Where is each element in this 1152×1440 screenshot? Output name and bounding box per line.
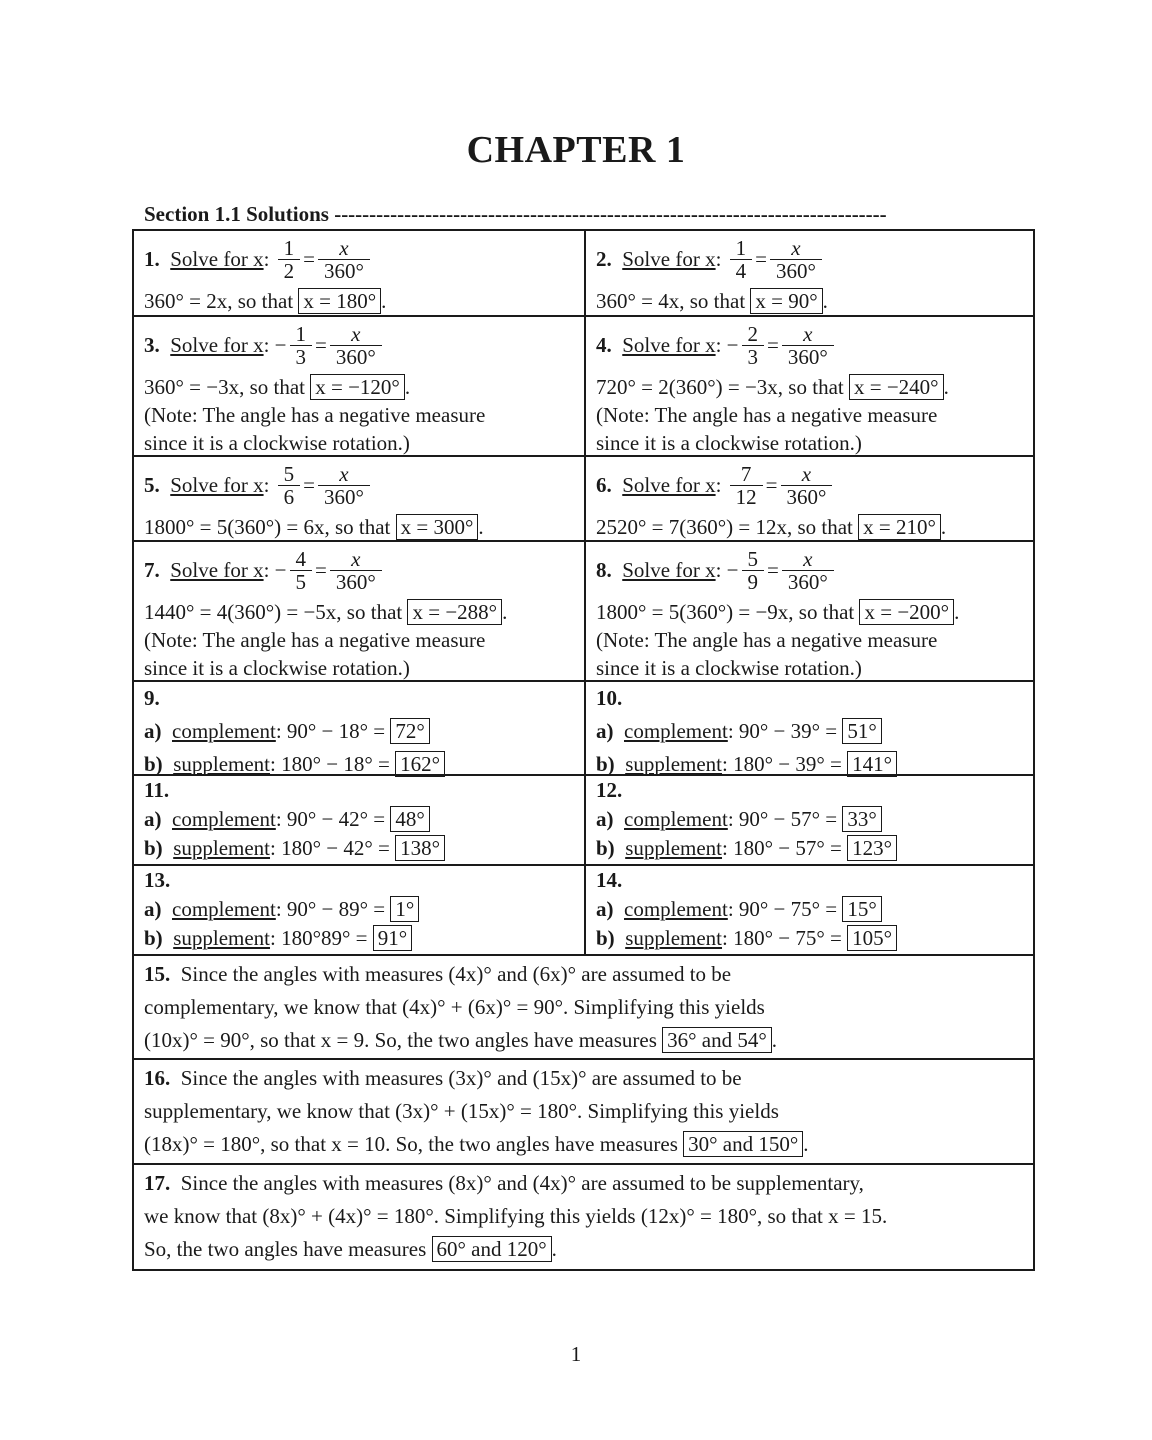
- row-divider: [134, 1058, 1033, 1060]
- answer-box: 33°: [842, 806, 881, 832]
- numerator: 7: [730, 463, 763, 486]
- supplement-label: supplement: [625, 926, 723, 950]
- note-line: since it is a clockwise rotation.): [144, 431, 410, 455]
- problem-number: 6.: [596, 472, 612, 497]
- numerator: x: [770, 237, 822, 260]
- numerator: 1: [278, 237, 301, 260]
- note-line: (Note: The angle has a negative measure: [144, 403, 486, 427]
- tail: .: [822, 289, 828, 313]
- solve-label: Solve for x: [622, 332, 716, 357]
- problem-10: [586, 682, 1035, 781]
- part-label: b): [144, 836, 163, 860]
- solutions-table: [132, 229, 1035, 1271]
- part-label: b): [596, 752, 615, 776]
- problem-number: 15.: [144, 962, 171, 986]
- denominator: 4: [735, 258, 747, 283]
- problem-number: 16.: [144, 1066, 171, 1090]
- solve-label: Solve for x: [622, 557, 716, 582]
- problem-15: [134, 958, 1033, 1057]
- sign: −: [726, 557, 739, 582]
- part-label: b): [596, 836, 615, 860]
- complement-label: complement: [172, 807, 276, 831]
- answer-box: x = −200°: [859, 599, 954, 625]
- expression: : 180° − 18° =: [270, 752, 396, 776]
- solution-line: (10x)° = 90°, so that x = 9. So, the two angles have measures: [144, 1028, 663, 1052]
- expression: : 180° − 42° =: [270, 836, 396, 860]
- problem-3: 3. Solve for x : − $\frac{1}{3}$ = $\frac{x}{360^\circ}$ 360° = −3x, so that x = −120° . (Note: The angle has a negative measure since it is a clockwise rotation.): [134, 317, 584, 457]
- problem-4: 4. Solve for x : − $\frac{2}{3}$ = $\frac{x}{360^\circ}$ 720° = 2(360°) = −3x, so that x = −240° . (Note: The angle has a negative measure since it is a clockwise rotation.): [586, 317, 1035, 457]
- problem-9: [134, 682, 584, 781]
- problem-number: 13.: [144, 868, 171, 892]
- tail: .: [381, 289, 387, 313]
- tail: .: [943, 375, 949, 399]
- answer-box: x = −288°: [407, 599, 502, 625]
- denominator: 360°: [335, 569, 376, 594]
- fraction-rhs: [770, 237, 822, 282]
- answer-box: 141°: [847, 751, 897, 777]
- denominator: 6: [283, 484, 295, 509]
- answer-box: x = −120°: [310, 374, 405, 400]
- answer-box: x = 180°: [298, 288, 381, 314]
- tail: .: [478, 515, 484, 539]
- problem-17: [134, 1167, 1033, 1266]
- solution-line: So, the two angles have measures: [144, 1237, 432, 1261]
- work-text: 1440° = 4(360°) = −5x, so that: [144, 600, 408, 624]
- fraction-lhs: [742, 548, 765, 593]
- work-text: 1800° = 5(360°) = 6x, so that: [144, 515, 396, 539]
- problem-7: 7. Solve for x : − $\frac{4}{5}$ = $\frac{x}{360^\circ}$ 1440° = 4(360°) = −5x, so that x = −288° . (Note: The angle has a negative measure since it is a clockwise rotation.): [134, 542, 584, 682]
- numerator: x: [782, 548, 834, 571]
- denominator: 9: [747, 569, 759, 594]
- work-text: 720° = 2(360°) = −3x, so that: [596, 375, 849, 399]
- fraction-lhs: [730, 237, 753, 282]
- fraction-lhs: [742, 323, 765, 368]
- solve-label: Solve for x: [170, 472, 264, 497]
- section-heading: Section 1.1 Solutions -------------------------------------------------------------------------------: [144, 202, 887, 226]
- numerator: x: [782, 323, 834, 346]
- denominator: 360°: [335, 344, 376, 369]
- problem-14: [586, 866, 1035, 953]
- answer-box: 36° and 54°: [662, 1027, 772, 1053]
- denominator: 2: [283, 258, 295, 283]
- problem-number: 1.: [144, 246, 160, 271]
- fraction-rhs: [318, 463, 370, 508]
- problem-number: 10.: [596, 686, 623, 710]
- problem-8: 8. Solve for x : − $\frac{5}{9}$ = $\frac{x}{360^\circ}$ 1800° = 5(360°) = −9x, so that x = −200° . (Note: The angle has a negative measure since it is a clockwise rotation.): [586, 542, 1035, 682]
- denominator: 360°: [787, 569, 828, 594]
- answer-box: 105°: [847, 925, 897, 951]
- answer-box: x = −240°: [849, 374, 944, 400]
- tail: .: [771, 1028, 778, 1052]
- fraction-rhs: [318, 237, 370, 282]
- answer-box: x = 90°: [750, 288, 822, 314]
- page-number: 1: [570, 1342, 582, 1366]
- note-line: since it is a clockwise rotation.): [596, 431, 862, 455]
- row-divider: [134, 954, 1033, 956]
- answer-box: 91°: [373, 925, 412, 951]
- denominator: 3: [295, 344, 307, 369]
- problem-number: 2.: [596, 246, 612, 271]
- complement-label: complement: [624, 897, 728, 921]
- fraction-rhs: [782, 548, 834, 593]
- answer-box: 1°: [390, 896, 419, 922]
- fraction-rhs: [782, 323, 834, 368]
- problem-number: 9.: [144, 686, 160, 710]
- fraction-lhs: [290, 548, 313, 593]
- note-line: since it is a clockwise rotation.): [144, 656, 410, 680]
- problem-number: 12.: [596, 778, 623, 802]
- expression: : 90° − 18° =: [275, 719, 391, 743]
- fraction-lhs: [278, 237, 301, 282]
- problem-5: 5. Solve for x : $\frac{5}{6}$ = $\frac{x}{360^\circ}$ 1800° = 5(360°) = 6x, so that x = 300° .: [144, 461, 484, 539]
- work-text: 2520° = 7(360°) = 12x, so that: [596, 515, 859, 539]
- fraction-rhs: [330, 323, 382, 368]
- problem-number: 11.: [144, 778, 170, 802]
- part-label: b): [596, 926, 615, 950]
- fraction-lhs: [278, 463, 301, 508]
- denominator: 3: [747, 344, 759, 369]
- numerator: x: [330, 548, 382, 571]
- problem-12: [586, 776, 1035, 863]
- answer-box: 15°: [842, 896, 881, 922]
- expression: : 180° − 39° =: [722, 752, 848, 776]
- denominator: 360°: [324, 484, 364, 509]
- problem-2: 2. Solve for x : $\frac{1}{4}$ = $\frac{x}{360^\circ}$ 360° = 4x, so that x = 90° .: [596, 235, 828, 313]
- part-label: a): [596, 807, 614, 831]
- solve-label: Solve for x: [170, 246, 264, 271]
- tail: .: [803, 1132, 809, 1156]
- numerator: x: [318, 237, 370, 260]
- expression: : 90° − 89° =: [275, 897, 391, 921]
- work-text: 360° = −3x, so that: [144, 375, 311, 399]
- answer-box: 138°: [395, 835, 445, 861]
- answer-box: 72°: [390, 718, 429, 744]
- solve-label: Solve for x: [622, 246, 716, 271]
- tail: .: [404, 375, 411, 399]
- solve-label: Solve for x: [170, 557, 264, 582]
- numerator: 5: [278, 463, 301, 486]
- problem-13: [134, 866, 584, 953]
- problem-11: [134, 776, 584, 863]
- fraction-lhs: [290, 323, 313, 368]
- solution-line: Since the angles with measures (3x)° and (15x)° are assumed to be: [180, 1066, 742, 1090]
- supplement-label: supplement: [173, 836, 271, 860]
- expression: : 180° − 75° =: [722, 926, 848, 950]
- note-line: (Note: The angle has a negative measure: [596, 403, 938, 427]
- fraction-rhs: [330, 548, 382, 593]
- expression: : 90° − 42° =: [275, 807, 391, 831]
- numerator: x: [318, 463, 370, 486]
- work-text: 360° = 4x, so that: [596, 289, 751, 313]
- work-text: 360° = 2x, so that: [144, 289, 299, 313]
- row-divider: [134, 1163, 1033, 1165]
- complement-label: complement: [172, 897, 276, 921]
- complement-label: complement: [624, 719, 728, 743]
- note-line: (Note: The angle has a negative measure: [144, 628, 486, 652]
- denominator: 5: [295, 569, 307, 594]
- part-label: a): [144, 897, 162, 921]
- problem-number: 5.: [144, 472, 160, 497]
- problem-16: [134, 1062, 1033, 1161]
- denominator: 12: [735, 484, 757, 509]
- denominator: 360°: [324, 258, 364, 283]
- part-label: a): [144, 807, 162, 831]
- solution-line: complementary, we know that (4x)° + (6x)° = 90°. Simplifying this yields: [144, 995, 765, 1019]
- complement-label: complement: [172, 719, 276, 743]
- expression: : 180° − 57° =: [722, 836, 848, 860]
- part-label: a): [596, 897, 614, 921]
- tail: .: [551, 1237, 557, 1261]
- fraction-rhs: [781, 463, 833, 508]
- denominator: 360°: [787, 344, 828, 369]
- problem-number: 14.: [596, 868, 623, 892]
- expression: : 180°89° =: [270, 926, 373, 950]
- complement-label: complement: [624, 807, 728, 831]
- chapter-title: CHAPTER 1: [466, 129, 686, 171]
- sign: −: [274, 557, 287, 582]
- solution-line: supplementary, we know that (3x)° + (15x)° = 180°. Simplifying this yields: [144, 1099, 779, 1123]
- part-label: b): [144, 926, 163, 950]
- problem-number: 4.: [596, 332, 612, 357]
- supplement-label: supplement: [625, 836, 723, 860]
- numerator: 5: [742, 548, 765, 571]
- solution-line: (18x)° = 180°, so that x = 10. So, the two angles have measures: [144, 1132, 684, 1156]
- part-label: b): [144, 752, 163, 776]
- solve-label: Solve for x: [170, 332, 264, 357]
- answer-box: 51°: [842, 718, 881, 744]
- problem-number: 17.: [144, 1171, 171, 1195]
- answer-box: 60° and 120°: [432, 1236, 552, 1262]
- answer-box: 162°: [395, 751, 445, 777]
- tail: .: [502, 600, 508, 624]
- answer-box: 48°: [390, 806, 429, 832]
- solution-line: Since the angles with measures (4x)° and (6x)° are assumed to be: [180, 962, 732, 986]
- note-line: (Note: The angle has a negative measure: [596, 628, 938, 652]
- sign: −: [274, 332, 287, 357]
- denominator: 360°: [776, 258, 816, 283]
- denominator: 360°: [786, 484, 827, 509]
- answer-box: x = 210°: [858, 514, 941, 540]
- problem-1: 1. Solve for x : $\frac{1}{2}$ = $\frac{x}{360^\circ}$ 360° = 2x, so that x = 180° .: [144, 235, 387, 313]
- numerator: 2: [742, 323, 765, 346]
- numerator: 1: [730, 237, 753, 260]
- work-text: 1800° = 5(360°) = −9x, so that: [596, 600, 860, 624]
- expression: : 90° − 75° =: [727, 897, 843, 921]
- numerator: x: [330, 323, 382, 346]
- sign: −: [726, 332, 739, 357]
- tail: .: [940, 515, 947, 539]
- supplement-label: supplement: [173, 752, 271, 776]
- supplement-label: supplement: [625, 752, 723, 776]
- answer-box: 123°: [847, 835, 897, 861]
- supplement-label: supplement: [173, 926, 271, 950]
- note-line: since it is a clockwise rotation.): [596, 656, 862, 680]
- numerator: 1: [290, 323, 313, 346]
- part-label: a): [596, 719, 614, 743]
- expression: : 90° − 39° =: [727, 719, 843, 743]
- solution-line: Since the angles with measures (8x)° and (4x)° are assumed to be supplementary,: [180, 1171, 864, 1195]
- solve-label: Solve for x: [622, 472, 716, 497]
- answer-box: x = 300°: [396, 514, 479, 540]
- solution-line: we know that (8x)° + (4x)° = 180°. Simplifying this yields (12x)° = 180°, so that x = 15.: [144, 1204, 888, 1228]
- expression: : 90° − 57° =: [727, 807, 843, 831]
- problem-number: 8.: [596, 557, 612, 582]
- answer-box: 30° and 150°: [683, 1131, 803, 1157]
- problem-6: 6. Solve for x : $\frac{7}{12}$ = $\frac{x}{360^\circ}$ 2520° = 7(360°) = 12x, so that x = 210° .: [596, 461, 947, 539]
- part-label: a): [144, 719, 162, 743]
- numerator: x: [781, 463, 833, 486]
- numerator: 4: [290, 548, 313, 571]
- tail: .: [954, 600, 960, 624]
- fraction-lhs: [730, 463, 763, 508]
- problem-number: 3.: [144, 332, 160, 357]
- problem-number: 7.: [144, 557, 160, 582]
